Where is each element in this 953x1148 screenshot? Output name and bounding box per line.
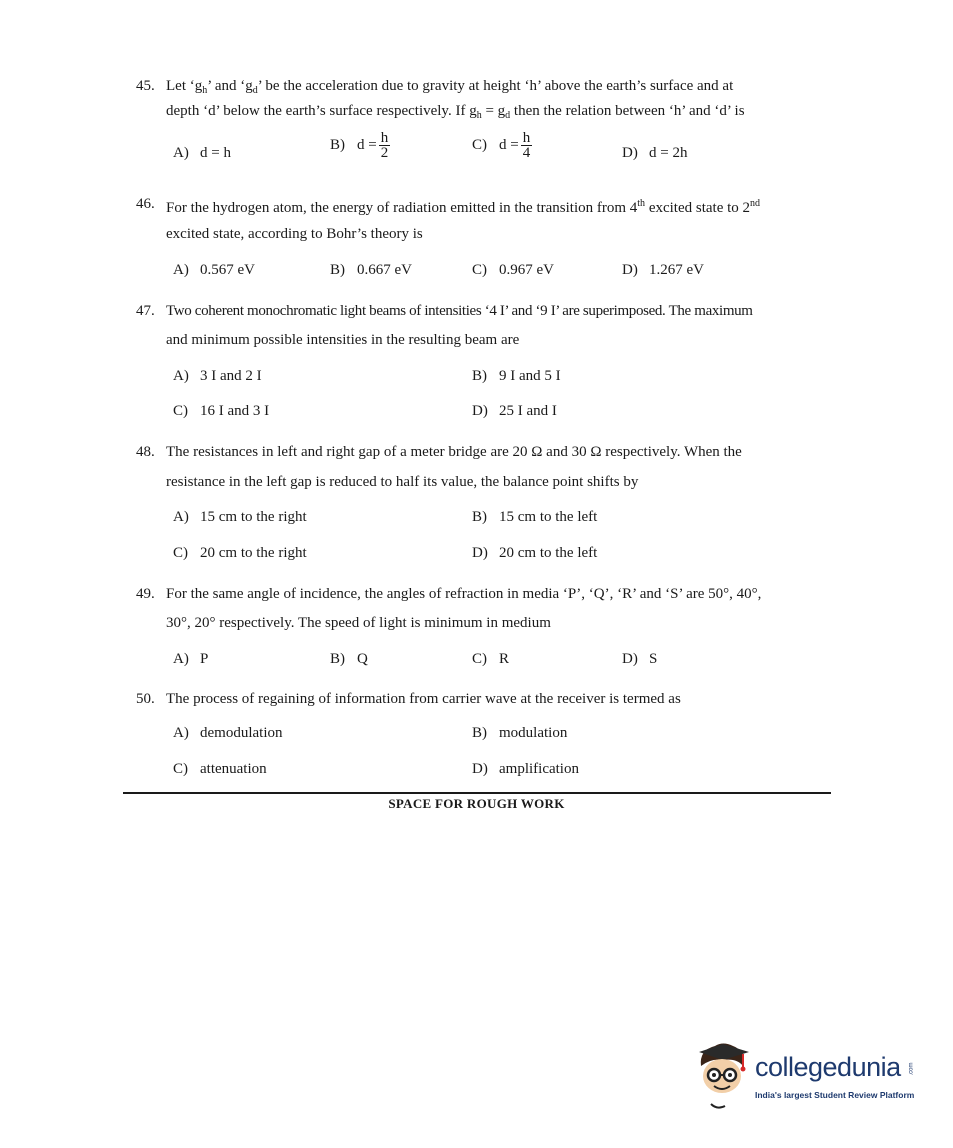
fraction: $\frac{h}{2}$ xyxy=(380,130,389,161)
option-c[interactable]: C) 0.967 eV xyxy=(472,262,554,278)
question-number: 50. xyxy=(136,691,155,707)
logo-tagline: India's largest Student Review Platform xyxy=(755,1090,915,1100)
question-number: 45. xyxy=(136,78,155,94)
question-text-line2: resistance in the left gap is reduced to half its value, the balance point shifts by xyxy=(166,474,639,490)
question-text-line1: For the same angle of incidence, the angles of refraction in media ‘P’, ‘Q’, ‘R’ and ‘S’ are 50°, 40°, xyxy=(166,586,762,602)
option-d[interactable]: D) d = 2h xyxy=(622,145,688,161)
option-b[interactable]: B) modulation xyxy=(472,725,568,741)
question-number: 47. xyxy=(136,303,155,319)
option-b[interactable]: B) 0.667 eV xyxy=(330,262,412,278)
logo-suffix: .com xyxy=(908,1062,915,1076)
option-a[interactable]: A) 3 I and 2 I xyxy=(173,368,262,384)
question-46 xyxy=(136,194,832,218)
option-b[interactable]: B) 15 cm to the left xyxy=(472,509,598,525)
option-b[interactable]: B) Q xyxy=(330,651,368,667)
question-text-line1: The resistances in left and right gap of a meter bridge are 20 Ω and 30 Ω respectively. When the xyxy=(166,444,742,460)
question-text-line1: Two coherent monochromatic light beams of intensities ‘4 I’ and ‘9 I’ are superimposed. The maximum xyxy=(166,303,753,319)
option-c[interactable]: C) 16 I and 3 I xyxy=(173,403,270,419)
question-text-line1: For the hydrogen atom, the energy of radiation emitted in the transition from 4th excited state to 2nd xyxy=(166,198,761,216)
question-48 xyxy=(136,442,832,462)
option-d[interactable]: D) 25 I and I xyxy=(472,403,557,419)
divider xyxy=(123,792,831,794)
question-45 xyxy=(136,76,832,126)
option-b[interactable]: B) 9 I and 5 I xyxy=(472,368,561,384)
option-d[interactable]: D) 20 cm to the left xyxy=(472,545,598,561)
question-text-line1: The process of regaining of information from carrier wave at the receiver is termed as xyxy=(166,691,681,707)
question-number: 48. xyxy=(136,444,155,460)
question-50 xyxy=(136,689,832,709)
option-a[interactable]: A) 15 cm to the right xyxy=(173,509,307,525)
fraction: $\frac{h}{4}$ xyxy=(522,130,531,161)
option-c[interactable]: C) R xyxy=(472,651,510,667)
option-a[interactable]: A) P xyxy=(173,651,209,667)
question-text-line1: Let ‘$g_h$’ and ‘$g_d$’ be the acceleration due to gravity at height ‘h’ above the earth’s surface and at xyxy=(166,78,734,96)
question-text-line2: and minimum possible intensities in the resulting beam are xyxy=(166,332,520,348)
question-number: 46. xyxy=(136,196,155,212)
option-d[interactable]: D) amplification xyxy=(472,761,579,777)
option-c[interactable]: C) attenuation xyxy=(173,761,267,777)
option-a[interactable]: A) 0.567 eV xyxy=(173,262,255,278)
option-d[interactable]: D) 1.267 eV xyxy=(622,262,704,278)
option-a[interactable]: A) d = h xyxy=(173,145,231,161)
option-b[interactable]: B) d = $\frac{h}{2}$ xyxy=(330,130,389,161)
logo-name: collegedunia xyxy=(755,1052,901,1082)
question-49 xyxy=(136,584,832,604)
student-mascot-icon xyxy=(693,1040,753,1112)
question-text-line2: depth ‘d’ below the earth’s surface respectively. If $g_h = g_d$ then the relation between ‘h’ and ‘d’ is xyxy=(166,103,745,121)
collegedunia-logo xyxy=(693,1040,923,1112)
question-text-line2: 30°, 20° respectively. The speed of light is minimum in medium xyxy=(166,615,551,631)
option-c[interactable]: C) d = $\frac{h}{4}$ xyxy=(472,130,531,161)
option-d[interactable]: D) S xyxy=(622,651,658,667)
question-text-line2: excited state, according to Bohr’s theory is xyxy=(166,226,423,242)
question-number: 49. xyxy=(136,586,155,602)
rough-work-label: SPACE FOR ROUGH WORK xyxy=(388,796,565,811)
option-c[interactable]: C) 20 cm to the right xyxy=(173,545,307,561)
question-47 xyxy=(136,301,832,321)
option-a[interactable]: A) demodulation xyxy=(173,725,283,741)
